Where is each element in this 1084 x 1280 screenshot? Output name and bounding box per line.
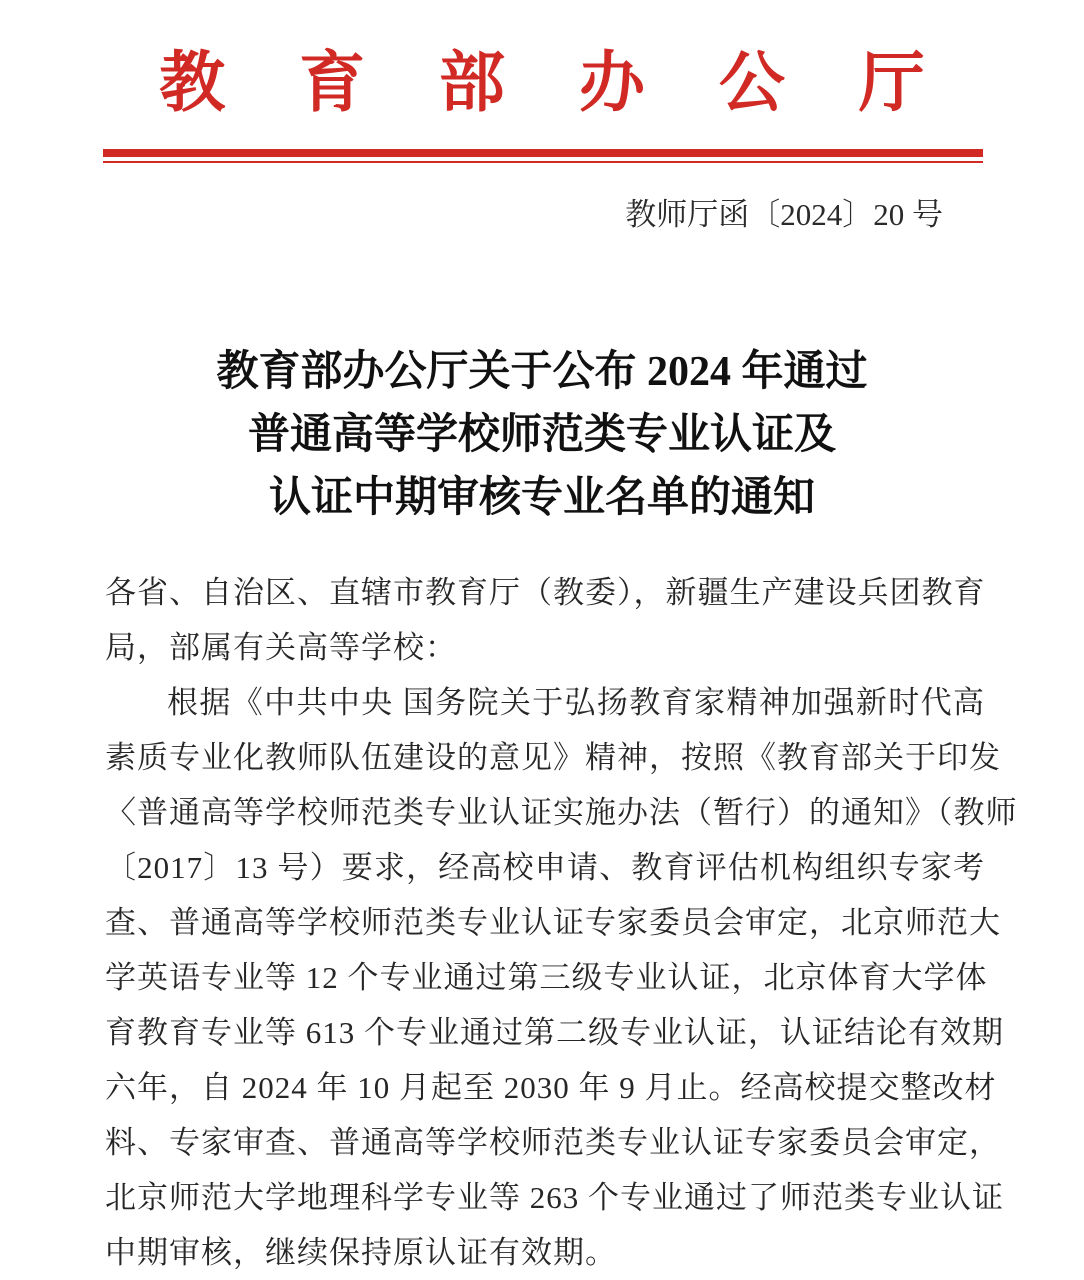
- notice-title-line-2: 普通高等学校师范类专业认证及: [247, 412, 836, 458]
- letterhead-divider: [103, 149, 983, 163]
- body-line: 局，部属有关高等学校：: [105, 630, 457, 665]
- body-line: 素质专业化教师队伍建设的意见》精神，按照《教育部关于印发: [105, 740, 1001, 775]
- body-line: 学英语专业等 12 个专业通过第三级专业认证，北京体育大学体: [105, 960, 988, 995]
- divider-thick-line: [103, 149, 983, 157]
- notice-title: [0, 341, 1084, 530]
- document-reference-number: 教师厅函〔2024〕20 号: [625, 197, 943, 232]
- letterhead-title: 教育部办公厅: [159, 47, 999, 120]
- body-line: 北京师范大学地理科学专业等 263 个专业通过了师范类专业认证: [105, 1180, 1004, 1215]
- body-line: 育教育专业等 613 个专业通过第二级专业认证，认证结论有效期: [105, 1015, 1004, 1050]
- divider-thin-line: [103, 161, 983, 163]
- body-line: 六年，自 2024 年 10 月起至 2030 年 9 月止。经高校提交整改材: [105, 1070, 997, 1105]
- body-line: 根据《中共中央 国务院关于弘扬教育家精神加强新时代高: [167, 685, 985, 720]
- body-line: 〔2017〕13 号）要求，经高校申请、教育评估机构组织专家考: [105, 850, 985, 885]
- notice-body: [105, 565, 1018, 1280]
- body-line: 中期审核，继续保持原认证有效期。: [105, 1235, 617, 1270]
- body-line: 料、专家审查、普通高等学校师范类专业认证专家委员会审定，: [105, 1125, 1001, 1160]
- body-line: 查、普通高等学校师范类专业认证专家委员会审定，北京师范大: [105, 905, 1001, 940]
- body-line: 各省、自治区、直辖市教育厅（教委），新疆生产建设兵团教育: [105, 575, 986, 610]
- body-line: 〈普通高等学校师范类专业认证实施办法（暂行）的通知》（教师: [105, 795, 1018, 830]
- notice-title-line-1: 教育部办公厅关于公布 2024 年通过: [216, 349, 868, 395]
- notice-title-line-3: 认证中期审核专业名单的通知: [268, 475, 815, 521]
